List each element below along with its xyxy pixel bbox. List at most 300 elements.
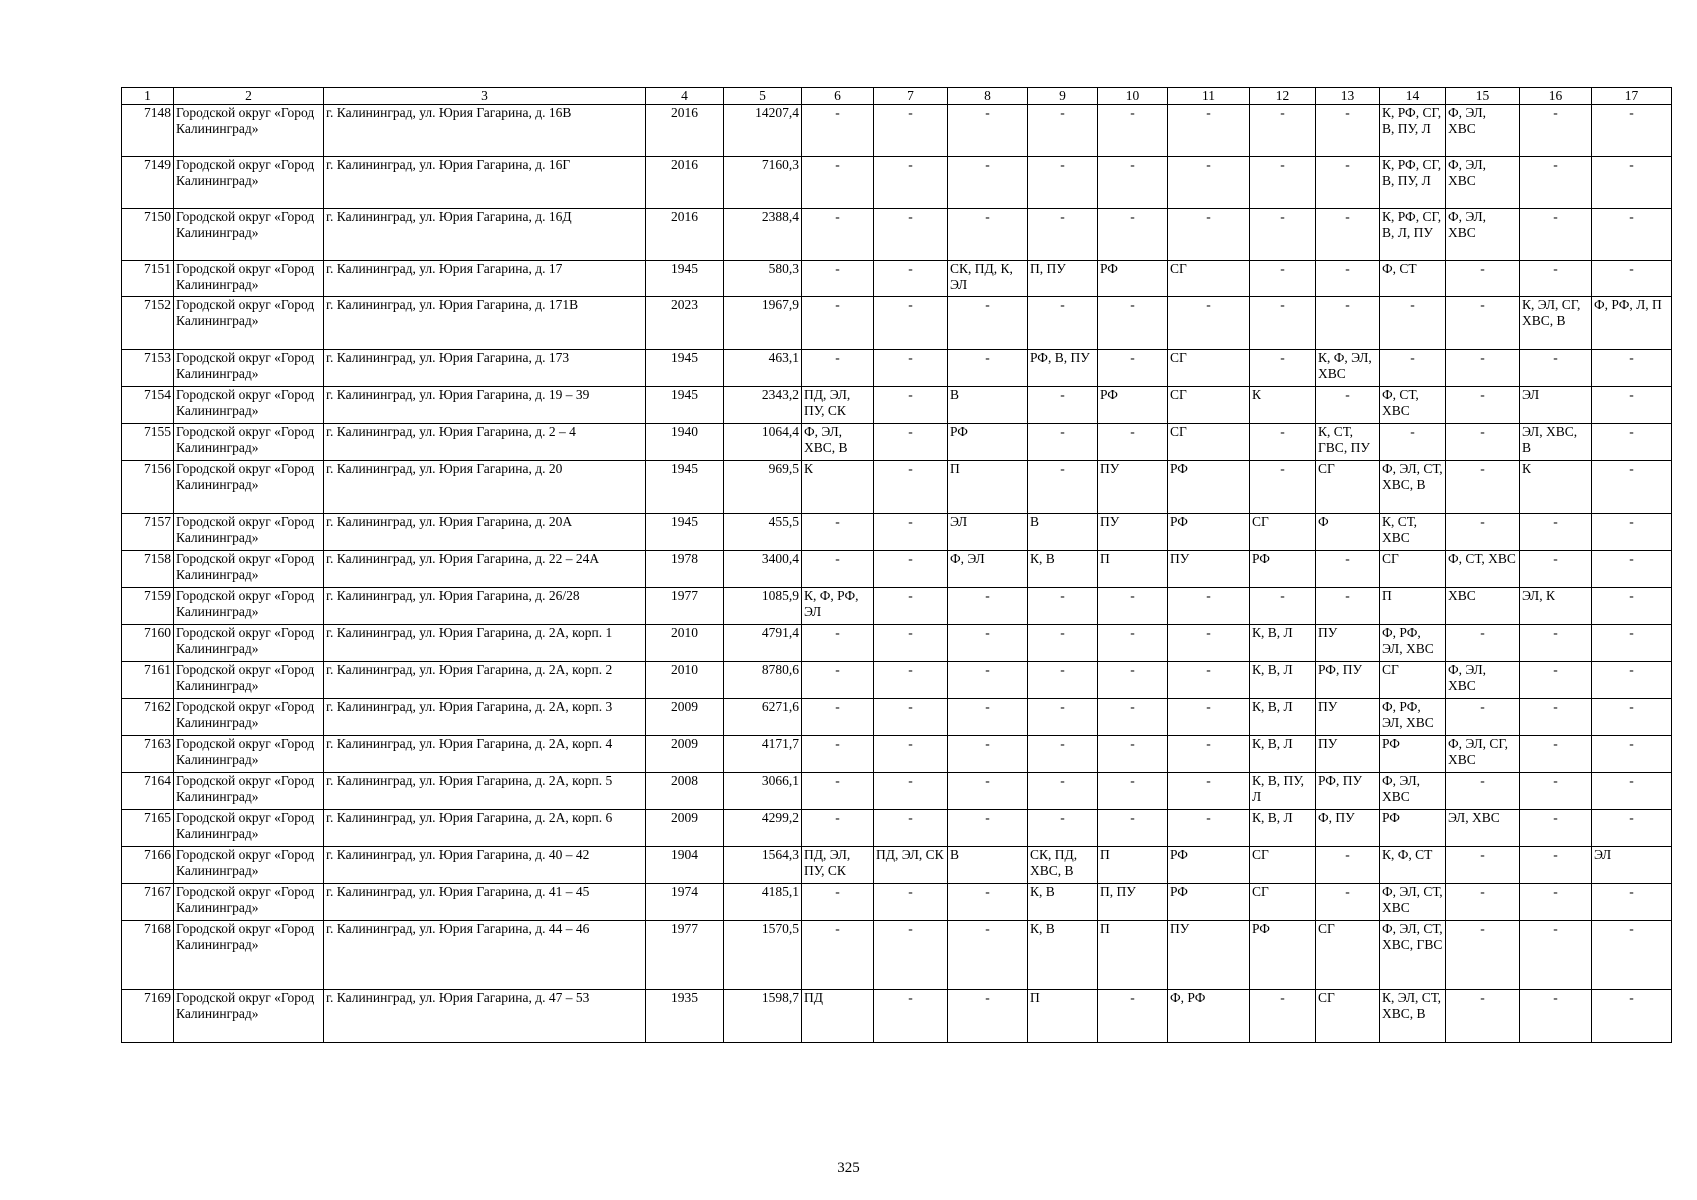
address-cell: г. Калининград, ул. Юрия Гагарина, д. 2А, корп. 6 xyxy=(324,810,646,847)
code-cell: П xyxy=(1028,990,1098,1043)
code-cell: - xyxy=(1380,297,1446,350)
address-cell: г. Калининград, ул. Юрия Гагарина, д. 2А, корп. 2 xyxy=(324,662,646,699)
code-cell: - xyxy=(1250,261,1316,297)
address-cell: г. Калининград, ул. Юрия Гагарина, д. 2А, корп. 3 xyxy=(324,699,646,736)
district-cell: Городской округ «Город Калининград» xyxy=(174,736,324,773)
district-cell: Городской округ «Город Калининград» xyxy=(174,514,324,551)
code-cell: - xyxy=(874,261,948,297)
code-cell: Ф, ЭЛ, ХВС xyxy=(1446,662,1520,699)
code-cell: - xyxy=(1592,209,1672,261)
code-cell: ЭЛ xyxy=(1520,387,1592,424)
code-cell: РФ, ПУ xyxy=(1316,662,1380,699)
district-cell: Городской округ «Город Калининград» xyxy=(174,157,324,209)
code-cell: РФ xyxy=(1380,810,1446,847)
area-cell: 1598,7 xyxy=(724,990,802,1043)
year-cell: 2009 xyxy=(646,699,724,736)
row-number-cell: 7164 xyxy=(122,773,174,810)
code-cell: - xyxy=(1098,209,1168,261)
code-cell: - xyxy=(1520,847,1592,884)
code-cell: - xyxy=(1592,625,1672,662)
code-cell: РФ xyxy=(1168,847,1250,884)
code-cell: К xyxy=(1250,387,1316,424)
code-cell: - xyxy=(948,773,1028,810)
address-cell: г. Калининград, ул. Юрия Гагарина, д. 26/28 xyxy=(324,588,646,625)
code-cell: - xyxy=(948,810,1028,847)
code-cell: - xyxy=(1250,424,1316,461)
area-cell: 1564,3 xyxy=(724,847,802,884)
code-cell: - xyxy=(948,736,1028,773)
year-cell: 1978 xyxy=(646,551,724,588)
code-cell: Ф, ЭЛ, ХВС xyxy=(1446,105,1520,157)
code-cell: РФ xyxy=(1098,387,1168,424)
code-cell: - xyxy=(1168,105,1250,157)
code-cell: - xyxy=(802,297,874,350)
code-cell: - xyxy=(802,773,874,810)
row-number-cell: 7158 xyxy=(122,551,174,588)
area-cell: 969,5 xyxy=(724,461,802,514)
code-cell: ПУ xyxy=(1168,551,1250,588)
code-cell: Ф, ЭЛ, ХВС xyxy=(1446,157,1520,209)
code-cell: - xyxy=(1098,588,1168,625)
code-cell: - xyxy=(1316,847,1380,884)
column-header: 16 xyxy=(1520,88,1592,105)
address-cell: г. Калининград, ул. Юрия Гагарина, д. 47 – 53 xyxy=(324,990,646,1043)
address-cell: г. Калининград, ул. Юрия Гагарина, д. 40 – 42 xyxy=(324,847,646,884)
code-cell: ЭЛ xyxy=(948,514,1028,551)
code-cell: Ф, ЭЛ xyxy=(948,551,1028,588)
column-header: 3 xyxy=(324,88,646,105)
code-cell: - xyxy=(1028,297,1098,350)
code-cell: - xyxy=(874,773,948,810)
code-cell: - xyxy=(1316,551,1380,588)
year-cell: 1945 xyxy=(646,261,724,297)
code-cell: К, Ф, СТ xyxy=(1380,847,1446,884)
code-cell: К, РФ, СГ, В, ПУ, Л xyxy=(1380,157,1446,209)
code-cell: В xyxy=(948,847,1028,884)
column-header: 1 xyxy=(122,88,174,105)
row-number-cell: 7150 xyxy=(122,209,174,261)
area-cell: 6271,6 xyxy=(724,699,802,736)
year-cell: 2010 xyxy=(646,625,724,662)
address-cell: г. Калининград, ул. Юрия Гагарина, д. 20 xyxy=(324,461,646,514)
district-cell: Городской округ «Город Калининград» xyxy=(174,297,324,350)
code-cell: - xyxy=(1168,625,1250,662)
code-cell: К, Ф, ЭЛ, ХВС xyxy=(1316,350,1380,387)
code-cell: - xyxy=(948,588,1028,625)
year-cell: 2009 xyxy=(646,810,724,847)
code-cell: - xyxy=(1098,736,1168,773)
code-cell: РФ xyxy=(1380,736,1446,773)
year-cell: 1904 xyxy=(646,847,724,884)
code-cell: - xyxy=(1592,424,1672,461)
code-cell: П xyxy=(1098,921,1168,990)
row-number-cell: 7167 xyxy=(122,884,174,921)
code-cell: - xyxy=(802,261,874,297)
code-cell: - xyxy=(874,884,948,921)
column-header: 14 xyxy=(1380,88,1446,105)
table-row xyxy=(122,921,1672,990)
district-cell: Городской округ «Город Калининград» xyxy=(174,261,324,297)
row-number-cell: 7149 xyxy=(122,157,174,209)
address-cell: г. Калининград, ул. Юрия Гагарина, д. 16В xyxy=(324,105,646,157)
code-cell: - xyxy=(1028,736,1098,773)
code-cell: ПУ xyxy=(1316,625,1380,662)
code-cell: П xyxy=(948,461,1028,514)
row-number-cell: 7152 xyxy=(122,297,174,350)
code-cell: П, ПУ xyxy=(1098,884,1168,921)
code-cell: - xyxy=(874,209,948,261)
code-cell: - xyxy=(1028,625,1098,662)
code-cell: РФ xyxy=(1250,551,1316,588)
code-cell: - xyxy=(1316,884,1380,921)
code-cell: СГ xyxy=(1316,921,1380,990)
code-cell: ЭЛ xyxy=(1592,847,1672,884)
code-cell: К, СТ, ГВС, ПУ xyxy=(1316,424,1380,461)
year-cell: 2016 xyxy=(646,105,724,157)
code-cell: - xyxy=(1446,921,1520,990)
code-cell: - xyxy=(1098,662,1168,699)
code-cell: - xyxy=(1316,297,1380,350)
code-cell: - xyxy=(1316,261,1380,297)
code-cell: - xyxy=(1028,209,1098,261)
column-header: 7 xyxy=(874,88,948,105)
column-header: 6 xyxy=(802,88,874,105)
table-row xyxy=(122,209,1672,261)
row-number-cell: 7168 xyxy=(122,921,174,990)
code-cell: - xyxy=(1168,810,1250,847)
code-cell: К, РФ, СГ, В, ПУ, Л xyxy=(1380,105,1446,157)
code-cell: - xyxy=(1250,990,1316,1043)
code-cell: К, В, Л xyxy=(1250,662,1316,699)
area-cell: 4185,1 xyxy=(724,884,802,921)
address-cell: г. Калининград, ул. Юрия Гагарина, д. 17 xyxy=(324,261,646,297)
page-number: 325 xyxy=(837,1160,860,1176)
address-cell: г. Калининград, ул. Юрия Гагарина, д. 2А, корп. 5 xyxy=(324,773,646,810)
code-cell: - xyxy=(1592,387,1672,424)
address-cell: г. Калининград, ул. Юрия Гагарина, д. 2А, корп. 1 xyxy=(324,625,646,662)
code-cell: К, В, Л xyxy=(1250,736,1316,773)
code-cell: ПД xyxy=(802,990,874,1043)
code-cell: РФ xyxy=(1098,261,1168,297)
table-row xyxy=(122,350,1672,387)
year-cell: 2023 xyxy=(646,297,724,350)
code-cell: - xyxy=(802,209,874,261)
code-cell: - xyxy=(874,921,948,990)
year-cell: 2016 xyxy=(646,157,724,209)
area-cell: 4791,4 xyxy=(724,625,802,662)
code-cell: - xyxy=(1446,297,1520,350)
district-cell: Городской округ «Город Калининград» xyxy=(174,105,324,157)
column-header: 2 xyxy=(174,88,324,105)
table-row xyxy=(122,551,1672,588)
area-cell: 4299,2 xyxy=(724,810,802,847)
code-cell: - xyxy=(1098,773,1168,810)
code-cell: - xyxy=(1520,105,1592,157)
area-cell: 3066,1 xyxy=(724,773,802,810)
code-cell: - xyxy=(874,514,948,551)
address-cell: г. Калининград, ул. Юрия Гагарина, д. 16Д xyxy=(324,209,646,261)
code-cell: - xyxy=(1250,297,1316,350)
code-cell: РФ, ПУ xyxy=(1316,773,1380,810)
code-cell: К, В xyxy=(1028,551,1098,588)
code-cell: - xyxy=(1520,662,1592,699)
code-cell: - xyxy=(1592,461,1672,514)
code-cell: - xyxy=(1592,662,1672,699)
code-cell: - xyxy=(1592,588,1672,625)
code-cell: - xyxy=(802,884,874,921)
address-cell: г. Калининград, ул. Юрия Гагарина, д. 41 – 45 xyxy=(324,884,646,921)
column-header: 4 xyxy=(646,88,724,105)
code-cell: К, ЭЛ, СТ, ХВС, В xyxy=(1380,990,1446,1043)
code-cell: Ф, ЭЛ, ХВС xyxy=(1446,209,1520,261)
row-number-cell: 7161 xyxy=(122,662,174,699)
column-header: 10 xyxy=(1098,88,1168,105)
code-cell: - xyxy=(1520,350,1592,387)
code-cell: СГ xyxy=(1168,424,1250,461)
code-cell: - xyxy=(1250,588,1316,625)
code-cell: - xyxy=(948,209,1028,261)
code-cell: - xyxy=(802,625,874,662)
code-cell: РФ xyxy=(1168,884,1250,921)
code-cell: - xyxy=(1028,588,1098,625)
district-cell: Городской округ «Город Калининград» xyxy=(174,662,324,699)
area-cell: 455,5 xyxy=(724,514,802,551)
code-cell: - xyxy=(1592,514,1672,551)
code-cell: ПУ xyxy=(1098,461,1168,514)
code-cell: - xyxy=(1028,387,1098,424)
code-cell: - xyxy=(874,551,948,588)
table-row xyxy=(122,699,1672,736)
code-cell: - xyxy=(874,625,948,662)
code-cell: - xyxy=(1592,921,1672,990)
code-cell: К, Ф, РФ, ЭЛ xyxy=(802,588,874,625)
table-row xyxy=(122,261,1672,297)
code-cell: К, СТ, ХВС xyxy=(1380,514,1446,551)
code-cell: РФ xyxy=(1250,921,1316,990)
code-cell: - xyxy=(802,105,874,157)
code-cell: ХВС xyxy=(1446,588,1520,625)
code-cell: - xyxy=(802,157,874,209)
code-cell: - xyxy=(874,736,948,773)
code-cell: - xyxy=(1380,350,1446,387)
code-cell: - xyxy=(1250,461,1316,514)
code-cell: - xyxy=(1446,461,1520,514)
code-cell: - xyxy=(1168,588,1250,625)
code-cell: К, В xyxy=(1028,921,1098,990)
code-cell: - xyxy=(1028,699,1098,736)
address-cell: г. Калининград, ул. Юрия Гагарина, д. 20А xyxy=(324,514,646,551)
code-cell: - xyxy=(1028,810,1098,847)
year-cell: 1977 xyxy=(646,921,724,990)
code-cell: - xyxy=(1520,209,1592,261)
code-cell: - xyxy=(1592,990,1672,1043)
district-cell: Городской округ «Город Калининград» xyxy=(174,551,324,588)
code-cell: - xyxy=(1520,625,1592,662)
code-cell: - xyxy=(948,105,1028,157)
row-number-cell: 7154 xyxy=(122,387,174,424)
code-cell: - xyxy=(1520,810,1592,847)
code-cell: - xyxy=(948,990,1028,1043)
code-cell: - xyxy=(1446,350,1520,387)
table-row xyxy=(122,424,1672,461)
table-row xyxy=(122,847,1672,884)
row-number-cell: 7156 xyxy=(122,461,174,514)
code-cell: - xyxy=(1098,810,1168,847)
code-cell: - xyxy=(1316,387,1380,424)
code-cell: - xyxy=(1098,625,1168,662)
code-cell: - xyxy=(1520,261,1592,297)
area-cell: 1967,9 xyxy=(724,297,802,350)
code-cell: - xyxy=(1446,625,1520,662)
code-cell: К, В, Л xyxy=(1250,699,1316,736)
table-row xyxy=(122,588,1672,625)
code-cell: ПУ xyxy=(1316,699,1380,736)
district-cell: Городской округ «Город Калининград» xyxy=(174,810,324,847)
code-cell: - xyxy=(948,884,1028,921)
code-cell: - xyxy=(1028,424,1098,461)
code-cell: - xyxy=(1520,514,1592,551)
table-row xyxy=(122,773,1672,810)
code-cell: К, РФ, СГ, В, Л, ПУ xyxy=(1380,209,1446,261)
code-cell: ПУ xyxy=(1316,736,1380,773)
code-cell: - xyxy=(1592,773,1672,810)
code-cell: К, В, ПУ, Л xyxy=(1250,773,1316,810)
code-cell: - xyxy=(874,662,948,699)
code-cell: - xyxy=(1098,297,1168,350)
code-cell: - xyxy=(1168,209,1250,261)
code-cell: Ф, ПУ xyxy=(1316,810,1380,847)
code-cell: П xyxy=(1098,847,1168,884)
code-cell: К, ЭЛ, СГ, ХВС, В xyxy=(1520,297,1592,350)
code-cell: ПД, ЭЛ, ПУ, СК xyxy=(802,847,874,884)
code-cell: - xyxy=(802,350,874,387)
address-cell: г. Калининград, ул. Юрия Гагарина, д. 173 xyxy=(324,350,646,387)
code-cell: - xyxy=(1446,699,1520,736)
code-cell: - xyxy=(874,424,948,461)
code-cell: - xyxy=(1446,847,1520,884)
table-row xyxy=(122,514,1672,551)
code-cell: - xyxy=(874,588,948,625)
table-row xyxy=(122,105,1672,157)
district-cell: Городской округ «Город Калининград» xyxy=(174,461,324,514)
row-number-cell: 7155 xyxy=(122,424,174,461)
code-cell: - xyxy=(1520,736,1592,773)
code-cell: - xyxy=(1316,588,1380,625)
code-cell: Ф xyxy=(1316,514,1380,551)
code-cell: Ф, ЭЛ, СТ, ХВС, ГВС xyxy=(1380,921,1446,990)
code-cell: - xyxy=(948,625,1028,662)
code-cell: - xyxy=(874,157,948,209)
row-number-cell: 7160 xyxy=(122,625,174,662)
address-cell: г. Калининград, ул. Юрия Гагарина, д. 19 – 39 xyxy=(324,387,646,424)
code-cell: - xyxy=(1250,209,1316,261)
code-cell: - xyxy=(948,350,1028,387)
code-cell: К xyxy=(802,461,874,514)
district-cell: Городской округ «Город Калининград» xyxy=(174,350,324,387)
table-row xyxy=(122,990,1672,1043)
code-cell: - xyxy=(1028,105,1098,157)
code-cell: - xyxy=(802,921,874,990)
code-cell: СГ xyxy=(1250,514,1316,551)
code-cell: Ф, РФ, ЭЛ, ХВС xyxy=(1380,699,1446,736)
area-cell: 1085,9 xyxy=(724,588,802,625)
code-cell: - xyxy=(874,990,948,1043)
code-cell: - xyxy=(1098,157,1168,209)
code-cell: К, В, Л xyxy=(1250,810,1316,847)
code-cell: - xyxy=(1380,424,1446,461)
code-cell: - xyxy=(874,810,948,847)
code-cell: - xyxy=(1592,105,1672,157)
address-cell: г. Калининград, ул. Юрия Гагарина, д. 2А, корп. 4 xyxy=(324,736,646,773)
address-cell: г. Калининград, ул. Юрия Гагарина, д. 2 – 4 xyxy=(324,424,646,461)
code-cell: - xyxy=(1168,662,1250,699)
code-cell: - xyxy=(802,736,874,773)
code-cell: - xyxy=(802,551,874,588)
code-cell: СГ xyxy=(1316,990,1380,1043)
table-row xyxy=(122,810,1672,847)
table-row xyxy=(122,297,1672,350)
code-cell: ПУ xyxy=(1098,514,1168,551)
code-cell: - xyxy=(874,105,948,157)
code-cell: - xyxy=(802,810,874,847)
code-cell: - xyxy=(1592,736,1672,773)
code-cell: - xyxy=(1446,387,1520,424)
code-cell: Ф, ЭЛ, ХВС xyxy=(1380,773,1446,810)
area-cell: 3400,4 xyxy=(724,551,802,588)
code-cell: СК, ПД, К, ЭЛ xyxy=(948,261,1028,297)
district-cell: Городской округ «Город Калининград» xyxy=(174,699,324,736)
code-cell: - xyxy=(1446,884,1520,921)
code-cell: - xyxy=(1098,350,1168,387)
row-number-cell: 7148 xyxy=(122,105,174,157)
code-cell: - xyxy=(1250,157,1316,209)
code-cell: РФ xyxy=(948,424,1028,461)
code-cell: СГ xyxy=(1250,884,1316,921)
address-cell: г. Калининград, ул. Юрия Гагарина, д. 171В xyxy=(324,297,646,350)
code-cell: РФ xyxy=(1168,514,1250,551)
column-header: 5 xyxy=(724,88,802,105)
district-cell: Городской округ «Город Калининград» xyxy=(174,847,324,884)
code-cell: - xyxy=(874,387,948,424)
code-cell: ЭЛ, ХВС, В xyxy=(1520,424,1592,461)
district-cell: Городской округ «Город Калининград» xyxy=(174,424,324,461)
code-cell: Ф, СТ, ХВС xyxy=(1380,387,1446,424)
year-cell: 1977 xyxy=(646,588,724,625)
code-cell: - xyxy=(1520,699,1592,736)
year-cell: 1945 xyxy=(646,387,724,424)
year-cell: 1974 xyxy=(646,884,724,921)
code-cell: СГ xyxy=(1168,387,1250,424)
district-cell: Городской округ «Город Калининград» xyxy=(174,588,324,625)
code-cell: П, ПУ xyxy=(1028,261,1098,297)
code-cell: - xyxy=(1098,424,1168,461)
code-cell: - xyxy=(1446,424,1520,461)
code-cell: - xyxy=(1592,350,1672,387)
district-cell: Городской округ «Город Калининград» xyxy=(174,990,324,1043)
area-cell: 2388,4 xyxy=(724,209,802,261)
code-cell: - xyxy=(1168,773,1250,810)
code-cell: - xyxy=(1592,884,1672,921)
code-cell: Ф, ЭЛ, СТ, ХВС, В xyxy=(1380,461,1446,514)
column-header: 15 xyxy=(1446,88,1520,105)
code-cell: СГ xyxy=(1380,551,1446,588)
year-cell: 1945 xyxy=(646,350,724,387)
table-row xyxy=(122,884,1672,921)
row-number-cell: 7163 xyxy=(122,736,174,773)
code-cell: К xyxy=(1520,461,1592,514)
code-cell: - xyxy=(948,157,1028,209)
code-cell: - xyxy=(1520,921,1592,990)
